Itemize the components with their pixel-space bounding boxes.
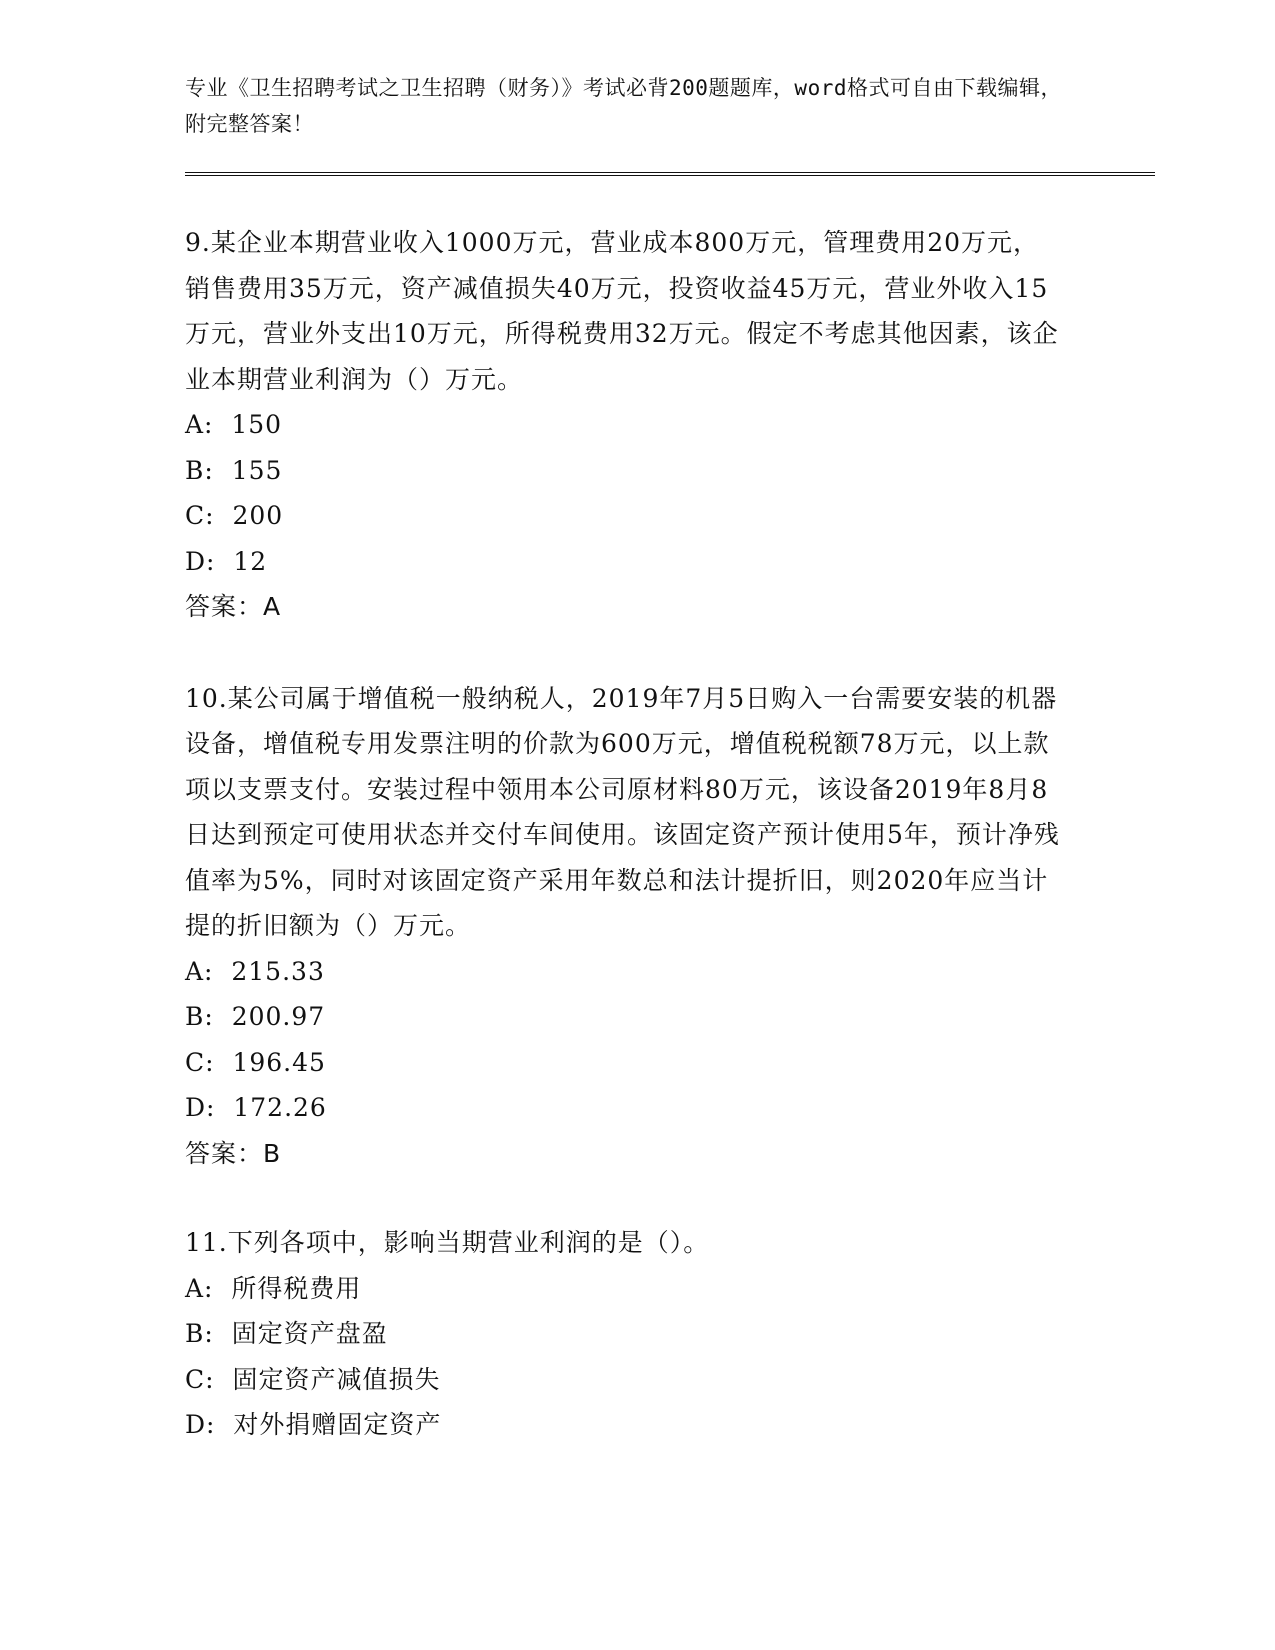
question-stem: 9.某企业本期营业收入1000万元，营业成本800万元，管理费用20万元，销售费用35万元，资产减值损失40万元，投资收益45万元，营业外收入15万元，营业外支出10万元，所得税费用32万元。假定不考虑其他因素，该企业本期营业利润为（）万元。 — [185, 228, 1059, 394]
question-9 — [185, 220, 1165, 630]
question-10 — [185, 676, 1165, 1177]
option-c: C: 固定资产减值损失 — [185, 1364, 441, 1394]
option-b: B: 155 — [185, 455, 283, 485]
question-stem: 11.下列各项中，影响当期营业利润的是（）。 — [185, 1228, 710, 1257]
question-stem: 10.某公司属于增值税一般纳税人，2019年7月5日购入一台需要安装的机器设备，增值税专用发票注明的价款为600万元，增值税税额78万元，以上款项以支票支付。安装过程中领用本公司原材料80万元，该设备2019年8月8日达到预定可使用状态并交付车间使用。该固定资产预计使用5年，预计净残值率为5%，同时对该固定资产采用年数总和法计提折旧，则2020年应当计提的折旧额为（）万元。 — [185, 683, 1060, 940]
option-c: C: 196.45 — [185, 1047, 326, 1077]
option-b: B: 200.97 — [185, 1002, 326, 1031]
option-b: B: 固定资产盘盈 — [185, 1319, 388, 1348]
option-c: C: 200 — [185, 501, 284, 530]
header-divider — [185, 172, 1155, 176]
option-d: D: 172.26 — [185, 1093, 327, 1122]
option-a: A: 所得税费用 — [185, 1273, 362, 1303]
document-header: 专业《卫生招聘考试之卫生招聘（财务）》考试必背200题题库，word格式可自由下载编辑，附完整答案！ — [185, 76, 1062, 136]
option-a: A: 150 — [185, 410, 283, 439]
document-page — [185, 70, 1165, 1448]
question-11 — [185, 1220, 1165, 1448]
answer: 答案：A — [185, 592, 282, 621]
option-a: A: 215.33 — [185, 956, 325, 986]
option-d: D: 对外捐赠固定资产 — [185, 1410, 442, 1439]
option-d: D: 12 — [185, 546, 268, 576]
answer: 答案：B — [185, 1138, 282, 1168]
